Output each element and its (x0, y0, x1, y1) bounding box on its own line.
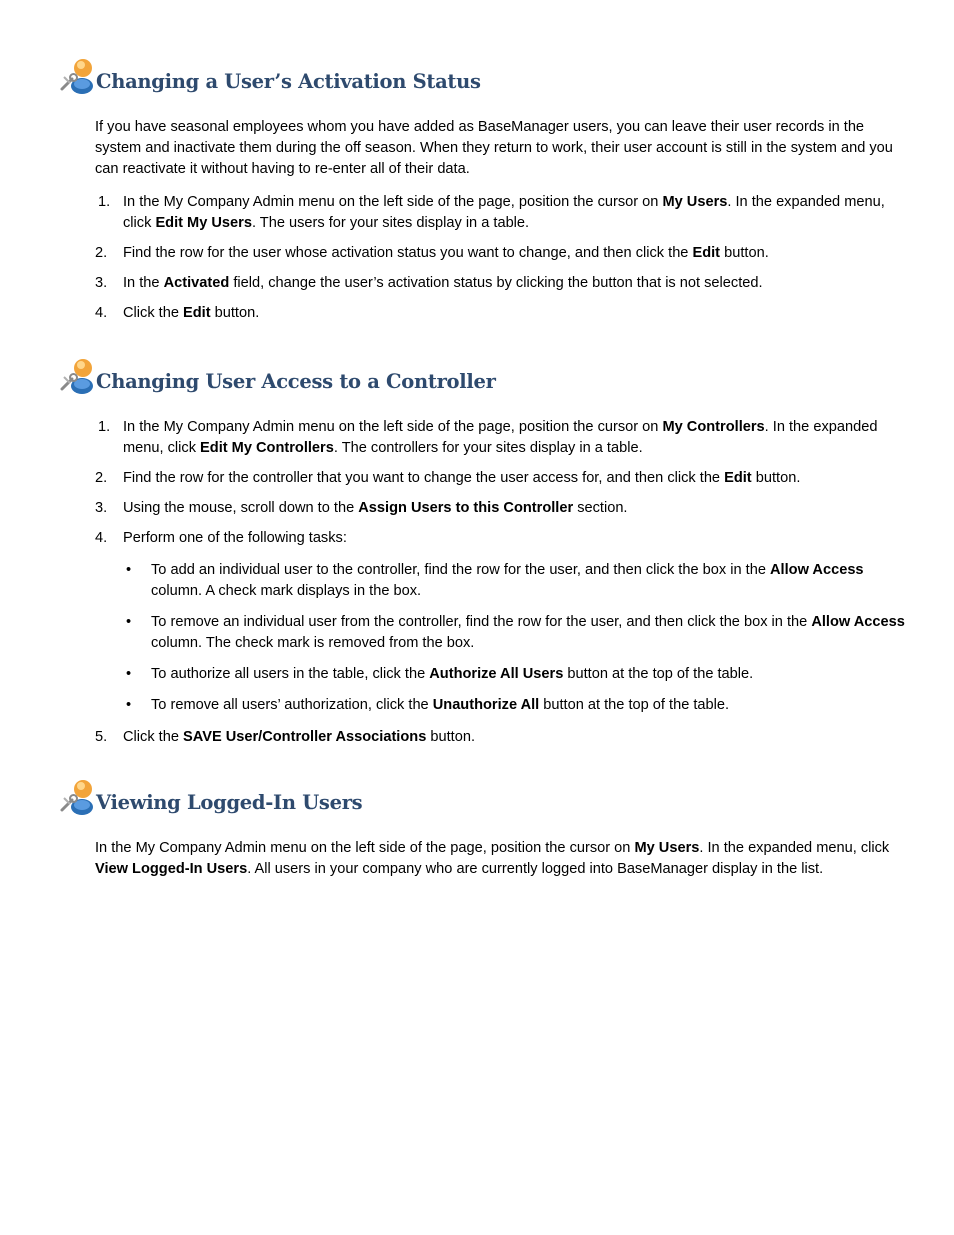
bullet-text: To remove an individual user from the controller, find the row for the user, and then click the box in the (151, 614, 812, 630)
task-bullet-list (123, 560, 915, 716)
step-1 (95, 417, 915, 459)
bullet-text: button at the top of the table. (563, 666, 754, 682)
step-1 (95, 192, 915, 234)
para-text: . All users in your company who are currently logged into BaseManager display in the list. (247, 861, 824, 877)
ui-term: My Controllers (662, 419, 765, 435)
step-5 (95, 727, 915, 748)
ui-term: Allow Access (770, 562, 864, 578)
step-text: field, change the user’s activation status by clicking the button that is not selected. (229, 275, 763, 291)
intro-paragraph: If you have seasonal employees whom you have added as BaseManager users, you can leave their user records in the system and inactivate them during the off season. When they return to work, their user account is still in the system and you can reactivate it without having to re-enter all of their data. (95, 119, 893, 177)
ui-term: Allow Access (811, 614, 905, 630)
section-title: Changing a User’s Activation Status (96, 70, 481, 93)
bullet-item (123, 612, 915, 654)
section-controller-access (0, 355, 954, 745)
ui-term: Activated (163, 275, 230, 291)
step-text: button. (426, 729, 475, 745)
step-text: Click the (123, 305, 184, 321)
step-text: Find the row for the user whose activation status you want to change, and then click the (123, 245, 693, 261)
bullet-item (123, 695, 915, 716)
step-text: In the My Company Admin menu on the left side of the page, position the cursor on (123, 419, 663, 435)
section-title: Viewing Logged-In Users (96, 791, 363, 814)
user-with-wrench-icon (58, 55, 98, 95)
bullet-text: column. A check mark displays in the box. (151, 583, 422, 599)
step-number: 2. (95, 245, 108, 261)
bullet-text: To remove all users’ authorization, click the (151, 697, 433, 713)
user-with-wrench-icon (58, 355, 98, 395)
step-number: 3. (95, 500, 108, 516)
ui-term: View Logged-In Users (95, 861, 248, 877)
step-number: 4. (95, 305, 108, 321)
bullet-item (123, 664, 915, 685)
section-activation-status (0, 55, 954, 321)
ui-term: My Users (662, 194, 728, 210)
bullet-glyph: • (126, 562, 132, 578)
section-title: Changing User Access to a Controller (96, 370, 496, 393)
bullet-text: button at the top of the table. (539, 697, 730, 713)
ui-term: Edit My Controllers (200, 440, 334, 456)
step-number: 1. (98, 194, 111, 210)
step-text: button. (751, 470, 801, 486)
step-list (95, 192, 915, 324)
ui-term: Edit (692, 245, 721, 261)
step-text: In the (123, 275, 164, 291)
step-4 (95, 303, 915, 324)
step-3 (95, 273, 915, 294)
ui-term: Unauthorize All (432, 697, 540, 713)
ui-term: Assign Users to this Controller (358, 500, 574, 516)
step-list (95, 417, 915, 748)
step-3 (95, 498, 915, 519)
step-text: Using the mouse, scroll down to the (123, 500, 359, 516)
ui-term: Authorize All Users (429, 666, 564, 682)
ui-term: My Users (634, 840, 700, 856)
ui-term: Edit (724, 470, 752, 486)
bullet-item (123, 560, 915, 602)
step-text: Find the row for the controller that you want to change the user access for, and then click the (123, 470, 725, 486)
step-text: Click the (123, 729, 184, 745)
bullet-text: To add an individual user to the controller, find the row for the user, and then click the box in the (151, 562, 770, 578)
step-text: section. (573, 500, 628, 516)
bullet-text: To authorize all users in the table, click the (151, 666, 430, 682)
ui-term: Edit My Users (155, 215, 252, 231)
ui-term: Edit (183, 305, 211, 321)
bullet-glyph: • (126, 666, 132, 682)
step-number: 2. (95, 470, 108, 486)
step-number: 4. (95, 530, 108, 546)
user-with-wrench-icon (58, 776, 98, 816)
ui-term: SAVE User/Controller Associations (183, 729, 427, 745)
bullet-text: column. The check mark is removed from the box. (151, 635, 475, 651)
step-4 (95, 528, 915, 716)
section-header (0, 776, 954, 816)
step-text: . The users for your sites display in a table. (251, 215, 530, 231)
step-text: In the My Company Admin menu on the left side of the page, position the cursor on (123, 194, 663, 210)
step-2 (95, 468, 915, 489)
section-header (0, 55, 954, 95)
intro-paragraph (95, 838, 910, 880)
para-text: In the My Company Admin menu on the left side of the page, position the cursor on (95, 840, 635, 856)
section-logged-in-users (0, 776, 954, 877)
section-header (0, 355, 954, 395)
bullet-glyph: • (126, 697, 132, 713)
step-2 (95, 243, 915, 264)
step-text: . In the expanded menu, click (123, 419, 878, 456)
step-text: Perform one of the following tasks: (123, 530, 347, 546)
step-text: . The controllers for your sites display in a table. (333, 440, 643, 456)
step-number: 1. (98, 419, 111, 435)
step-text: . In the expanded menu, click (123, 194, 885, 231)
step-number: 5. (95, 729, 108, 745)
para-text: . In the expanded menu, click (699, 840, 890, 856)
step-text: button. (720, 245, 769, 261)
step-number: 3. (95, 275, 108, 291)
step-text: button. (210, 305, 260, 321)
bullet-glyph: • (126, 614, 132, 630)
